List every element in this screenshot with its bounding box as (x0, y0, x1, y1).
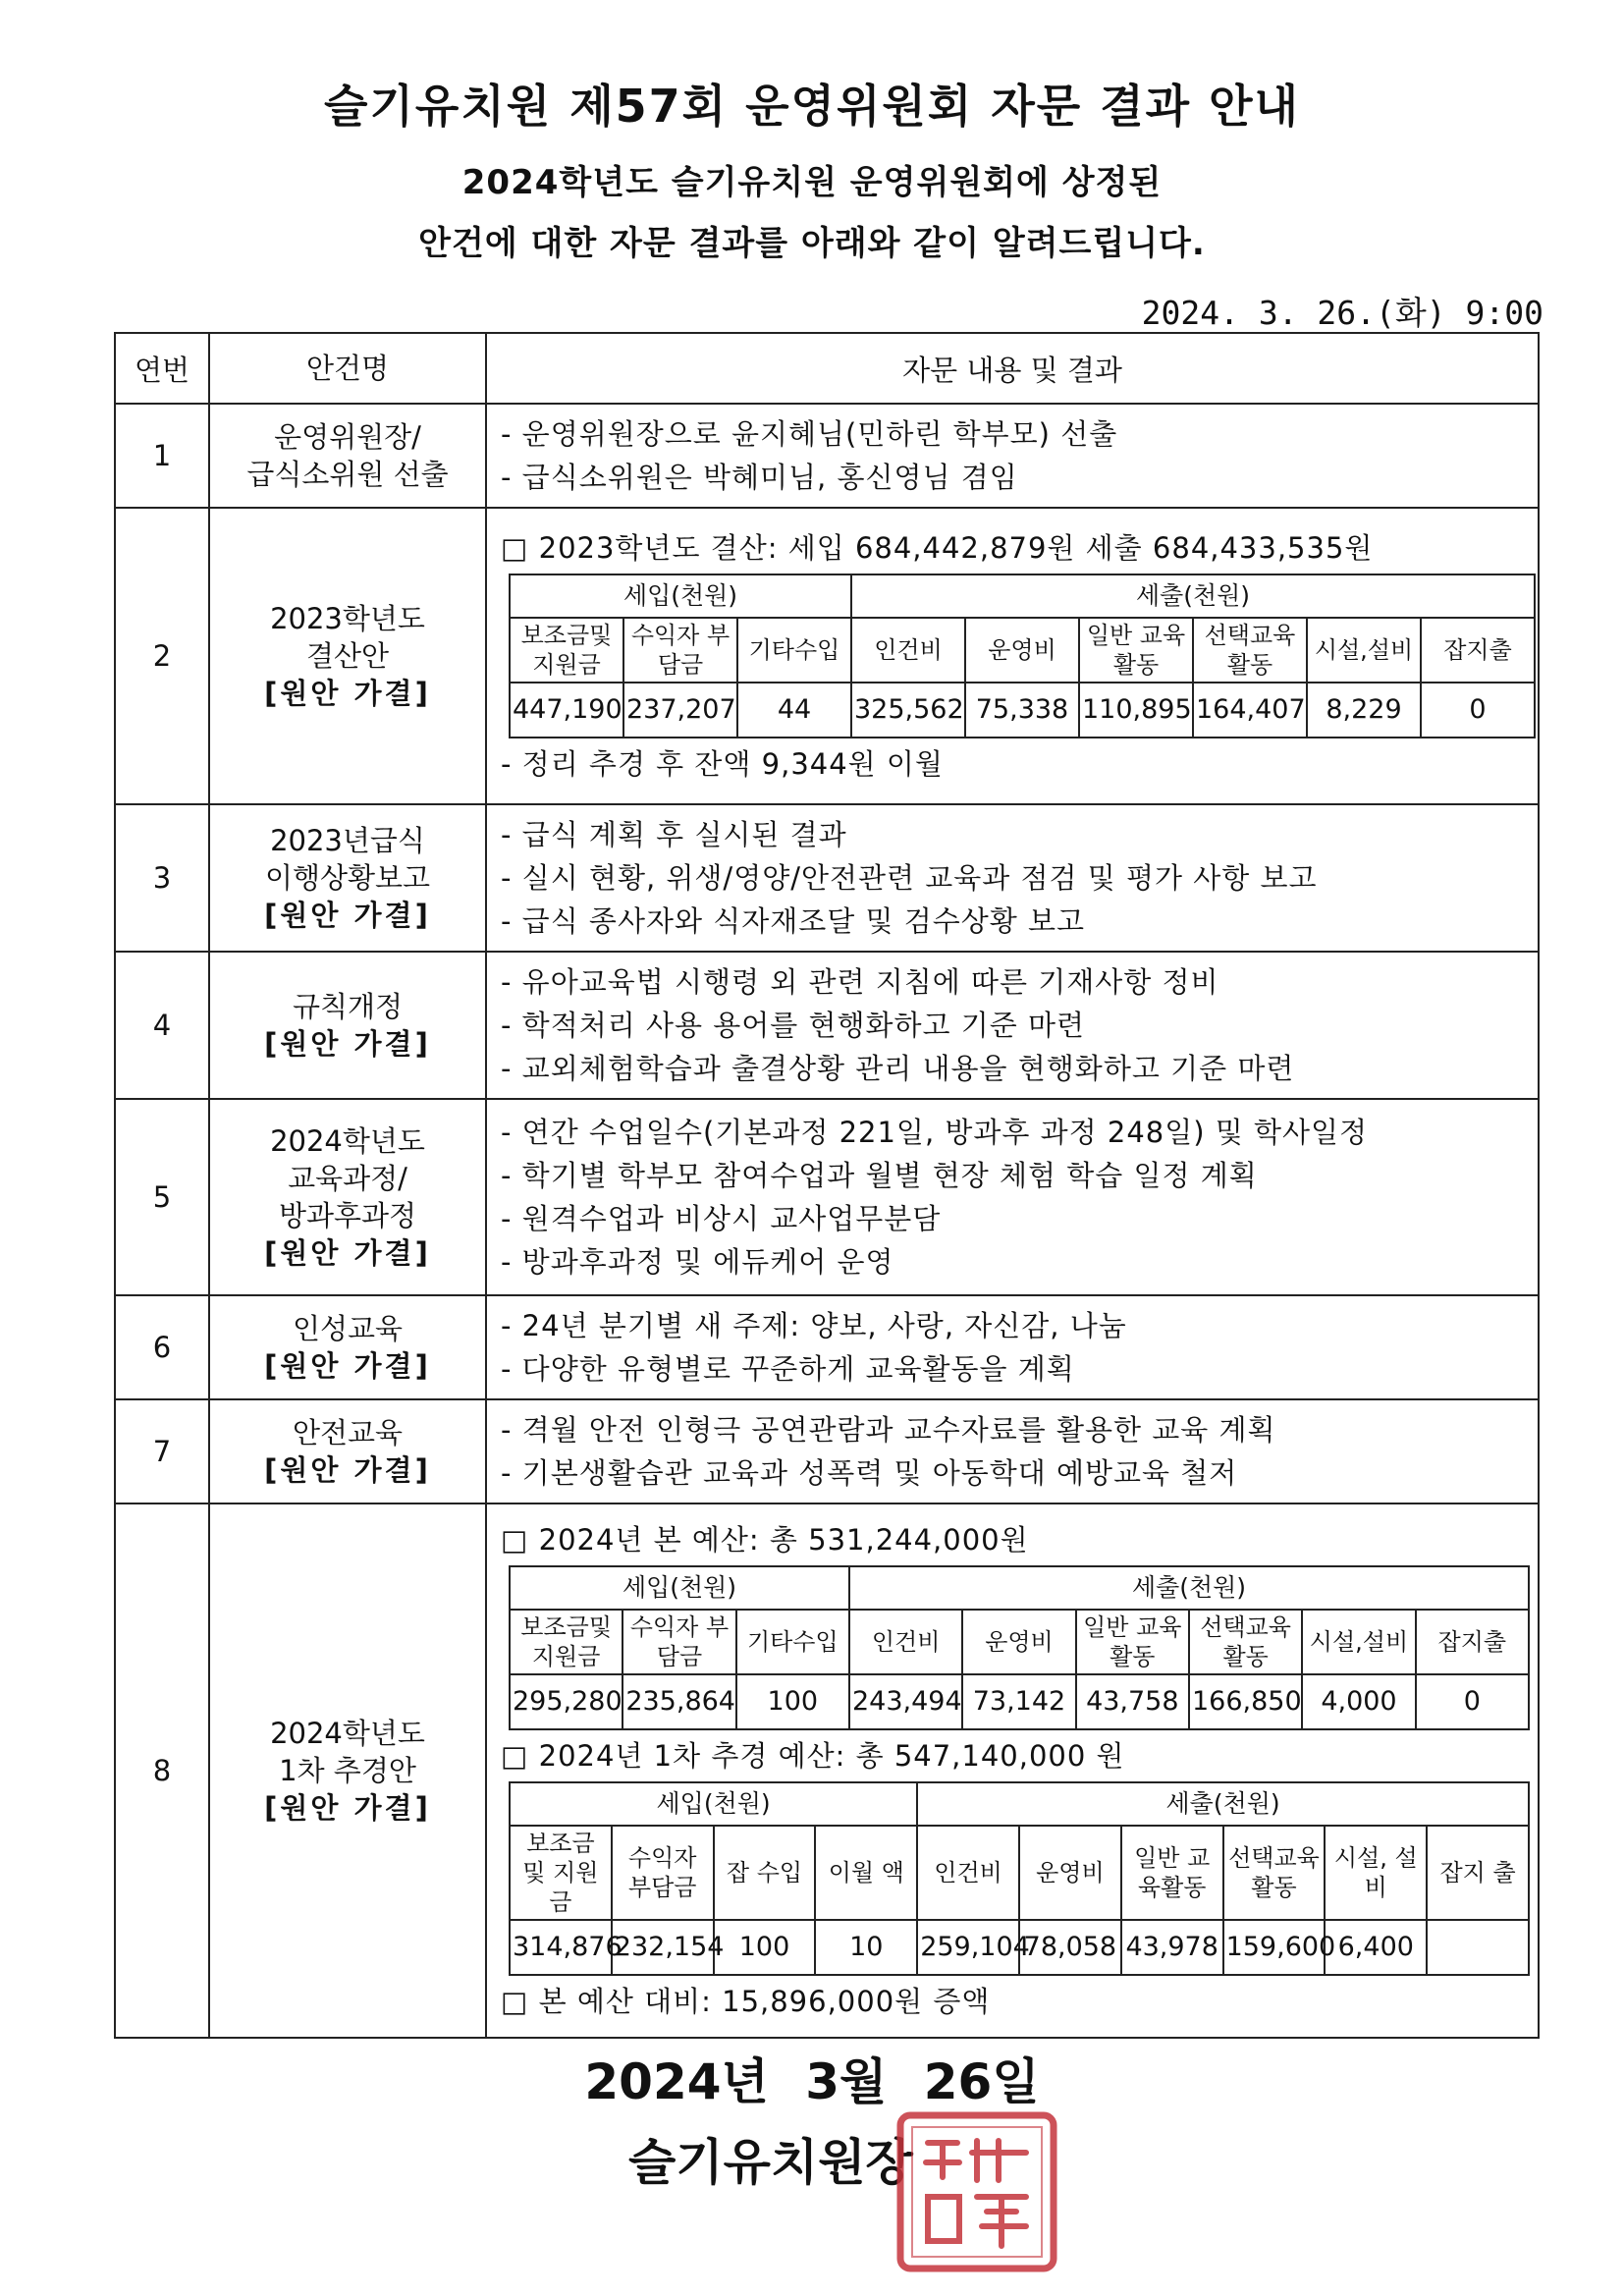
content-line: □ 2024년 본 예산: 총 531,244,000원 (501, 1523, 1029, 1557)
item-line: 2023학년도 (270, 602, 425, 635)
value-cell: 243,494 (849, 1674, 962, 1729)
col-header: 시설,설비 (1307, 618, 1421, 683)
content-line: - 급식 계획 후 실시된 결과 (501, 818, 847, 851)
value-cell: 325,562 (851, 683, 965, 738)
row-content (486, 404, 1539, 508)
col-header: 시설, 설비 (1325, 1826, 1427, 1920)
document-title: 슬기유치원 제57회 운영위원회 자문 결과 안내 (324, 80, 1300, 133)
col-header: 수익자 부담금 (612, 1826, 714, 1920)
value-cell: 75,338 (965, 683, 1079, 738)
col-header: 기타수입 (737, 618, 851, 683)
value-cell: 43,758 (1076, 1674, 1189, 1729)
content-line: - 24년 분기별 새 주제: 양보, 사랑, 자신감, 나눔 (501, 1309, 1127, 1342)
budget-2024-supplementary-table (509, 1781, 1530, 1976)
budget-2023-table (509, 574, 1536, 738)
content-line: □ 2024년 1차 추경 예산: 총 547,140,000 원 (501, 1739, 1125, 1773)
value-cell: 100 (736, 1674, 849, 1729)
content-line: - 운영위원장으로 윤지혜님(민하린 학부모) 선출 (501, 417, 1118, 451)
footer-date: 2024년 3월 26일 (584, 2053, 1040, 2110)
budget-2024-table (509, 1565, 1530, 1730)
value-cell: 447,190 (510, 683, 623, 738)
result-label: [원안 가결] (264, 1236, 431, 1270)
row-item (209, 1099, 486, 1295)
result-label: [원안 가결] (264, 1791, 431, 1825)
table-row (115, 804, 1539, 952)
subtitle-line-1: 2024학년도 슬기유치원 운영위원회에 상정된 (461, 163, 1163, 202)
col-header: 운영비 (1019, 1826, 1121, 1920)
col-header: 일반 교육활동 (1121, 1826, 1223, 1920)
table-row (115, 1099, 1539, 1295)
row-no: 6 (115, 1295, 209, 1399)
table-row (115, 1399, 1539, 1503)
value-cell: 159,600 (1223, 1920, 1326, 1975)
col-header: 인건비 (917, 1826, 1019, 1920)
income-header: 세입(천원) (510, 1566, 849, 1610)
item-line: 교육과정/ (288, 1162, 407, 1195)
item-line: 급식소위원 선출 (246, 458, 449, 491)
row-item (209, 952, 486, 1099)
value-cell: 44 (737, 683, 851, 738)
row-content (486, 952, 1539, 1099)
value-cell: 43,978 (1121, 1920, 1223, 1975)
table-row (115, 404, 1539, 508)
expense-header: 세출(천원) (917, 1782, 1529, 1826)
content-line: □ 2023학년도 결산: 세입 684,442,879원 세출 684,433,535원 (501, 531, 1374, 565)
value-cell: 232,154 (612, 1920, 714, 1975)
content-line: - 연간 수업일수(기본과정 221일, 방과후 과정 248일) 및 학사일정 (501, 1116, 1369, 1149)
income-header: 세입(천원) (510, 574, 851, 618)
row-item (209, 1399, 486, 1503)
item-line: 2023년급식 (270, 824, 425, 857)
value-cell: 73,142 (962, 1674, 1075, 1729)
result-label: [원안 가결] (264, 1349, 431, 1383)
value-cell: 295,280 (510, 1674, 623, 1729)
item-line: 결산안 (305, 639, 390, 673)
value-cell: 166,850 (1189, 1674, 1302, 1729)
item-line: 운영위원장/ (274, 420, 421, 454)
row-item (209, 1503, 486, 2038)
value-cell: 110,895 (1079, 683, 1193, 738)
row-item (209, 804, 486, 952)
row-item (209, 1295, 486, 1399)
row-no: 8 (115, 1503, 209, 2038)
footer-organization: 슬기유치원장 (628, 2134, 913, 2191)
item-line: 2024학년도 (270, 1124, 425, 1158)
row-content (486, 1503, 1539, 2038)
row-no: 3 (115, 804, 209, 952)
item-line: 안전교육 (292, 1416, 404, 1449)
row-no: 5 (115, 1099, 209, 1295)
content-line: - 원격수업과 비상시 교사업무분담 (501, 1202, 942, 1235)
col-header: 기타수입 (736, 1610, 849, 1674)
content-line: - 급식소위원은 박혜미님, 홍신영님 겸임 (501, 461, 1018, 494)
result-label: [원안 가결] (264, 1453, 431, 1487)
col-header: 운영비 (962, 1610, 1075, 1674)
item-line: 규칙개정 (292, 990, 404, 1023)
row-item (209, 404, 486, 508)
col-header: 선택교육 활동 (1223, 1826, 1326, 1920)
meeting-datetime: 2024. 3. 26.(화) 9:00 (1141, 294, 1543, 332)
col-header: 일반 교육활동 (1079, 618, 1193, 683)
item-line: 1차 추경안 (279, 1754, 416, 1787)
item-line: 인성교육 (292, 1312, 404, 1345)
value-cell: 259,104 (917, 1920, 1019, 1975)
col-header: 수익자 부담금 (623, 1610, 735, 1674)
col-header: 운영비 (965, 618, 1079, 683)
content-line: - 교외체험학습과 출결상황 관리 내용을 현행화하고 기준 마련 (501, 1052, 1295, 1085)
expense-header: 세출(천원) (851, 574, 1535, 618)
result-label: [원안 가결] (264, 677, 431, 710)
value-cell: 10 (815, 1920, 917, 1975)
value-cell: 0 (1416, 1674, 1529, 1729)
content-line: - 실시 현황, 위생/영양/안전관련 교육과 점검 및 평가 사항 보고 (501, 861, 1318, 895)
table-row (115, 508, 1539, 804)
table-row (115, 1295, 1539, 1399)
content-line: - 다양한 유형별로 꾸준하게 교육활동을 계획 (501, 1352, 1075, 1386)
item-line: 이행상황보고 (264, 861, 431, 895)
col-header: 수익자 부담금 (623, 618, 737, 683)
col-header: 선택교육 활동 (1193, 618, 1307, 683)
value-cell: 314,876 (510, 1920, 612, 1975)
official-seal-icon (889, 2104, 1065, 2280)
content-line: □ 본 예산 대비: 15,896,000원 증액 (501, 1985, 991, 2018)
content-line: - 학적처리 사용 용어를 현행화하고 기준 마련 (501, 1009, 1086, 1042)
col-header: 보조금 및 지원금 (510, 1826, 612, 1920)
row-no: 4 (115, 952, 209, 1099)
result-label: [원안 가결] (264, 899, 431, 932)
col-header: 잡 수입 (714, 1826, 816, 1920)
value-cell (1427, 1920, 1529, 1975)
value-cell: 78,058 (1019, 1920, 1121, 1975)
content-line: - 유아교육법 시행령 외 관련 지침에 따른 기재사항 정비 (501, 965, 1219, 999)
col-header: 보조금및 지원금 (510, 618, 623, 683)
table-row (115, 1503, 1539, 2038)
col-header: 이월 액 (815, 1826, 917, 1920)
results-table-header (115, 333, 1539, 404)
row-content (486, 508, 1539, 804)
header-no: 연번 (115, 333, 209, 404)
results-table (114, 332, 1540, 2039)
row-no: 1 (115, 404, 209, 508)
table-row (115, 952, 1539, 1099)
income-header: 세입(천원) (510, 1782, 917, 1826)
item-line: 방과후과정 (278, 1199, 417, 1232)
col-header: 시설,설비 (1302, 1610, 1415, 1674)
subtitle-line-2: 안건에 대한 자문 결과를 아래와 같이 알려드립니다. (418, 224, 1206, 263)
col-header: 잡지출 (1416, 1610, 1529, 1674)
header-content: 자문 내용 및 결과 (486, 333, 1539, 404)
value-cell: 6,400 (1325, 1920, 1427, 1975)
value-cell: 100 (714, 1920, 816, 1975)
item-line: 2024학년도 (270, 1717, 425, 1750)
value-cell: 4,000 (1302, 1674, 1415, 1729)
row-no: 7 (115, 1399, 209, 1503)
value-cell: 164,407 (1193, 683, 1307, 738)
content-line: - 기본생활습관 교육과 성폭력 및 아동학대 예방교육 철저 (501, 1456, 1238, 1490)
result-label: [원안 가결] (264, 1027, 431, 1061)
col-header: 잡지 출 (1427, 1826, 1529, 1920)
content-line: - 학기별 학부모 참여수업과 월별 현장 체험 학습 일정 계획 (501, 1159, 1258, 1192)
content-line: - 격월 안전 인형극 공연관람과 교수자료를 활용한 교육 계획 (501, 1413, 1276, 1447)
row-item (209, 508, 486, 804)
row-content (486, 1399, 1539, 1503)
col-header: 잡지출 (1421, 618, 1535, 683)
row-no: 2 (115, 508, 209, 804)
col-header: 보조금및 지원금 (510, 1610, 623, 1674)
value-cell: 8,229 (1307, 683, 1421, 738)
row-content (486, 1295, 1539, 1399)
expense-header: 세출(천원) (849, 1566, 1529, 1610)
value-cell: 235,864 (623, 1674, 735, 1729)
row-content (486, 804, 1539, 952)
col-header: 인건비 (849, 1610, 962, 1674)
value-cell: 237,207 (623, 683, 737, 738)
content-line: - 정리 추경 후 잔액 9,344원 이월 (501, 747, 944, 781)
value-cell: 0 (1421, 683, 1535, 738)
col-header: 일반 교육활동 (1076, 1610, 1189, 1674)
header-item: 안건명 (209, 333, 486, 404)
content-line: - 방과후과정 및 에듀케어 운영 (501, 1245, 894, 1279)
col-header: 인건비 (851, 618, 965, 683)
row-content (486, 1099, 1539, 1295)
col-header: 선택교육 활동 (1189, 1610, 1302, 1674)
content-line: - 급식 종사자와 식자재조달 및 검수상황 보고 (501, 904, 1086, 938)
